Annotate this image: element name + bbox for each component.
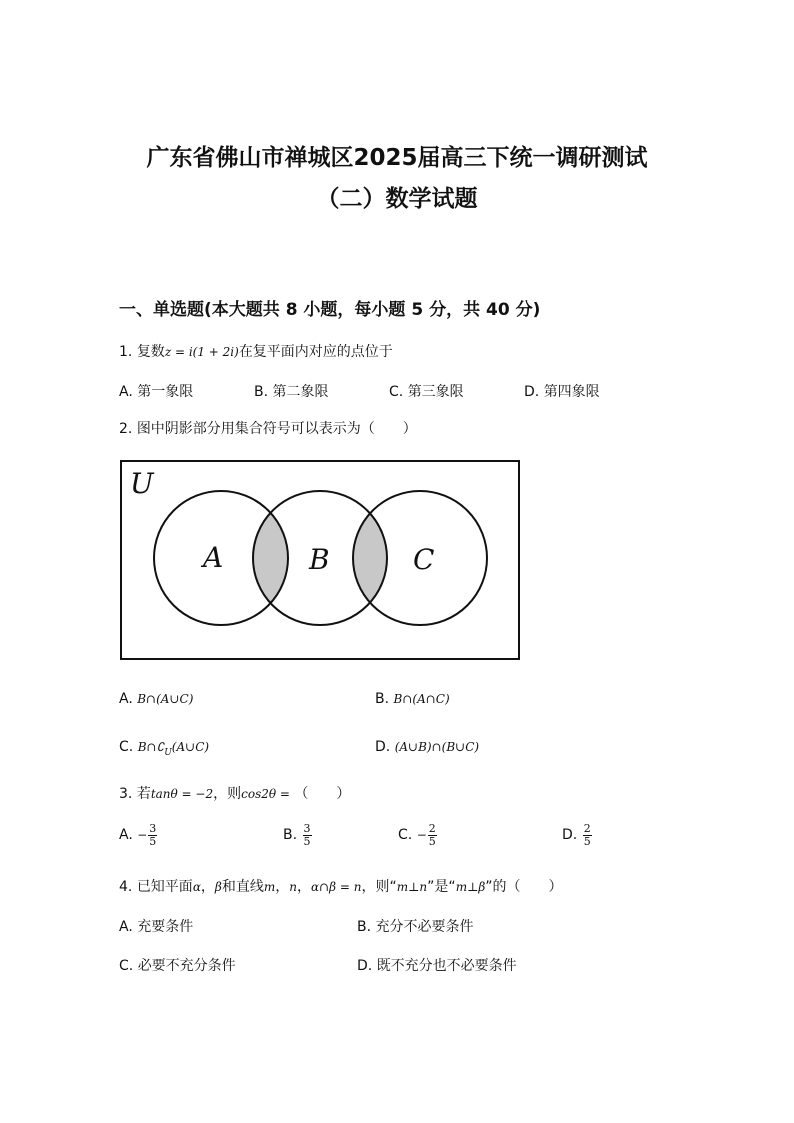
question-3 [119,785,350,803]
option-3B [283,822,312,848]
universe-label: U [130,467,154,500]
denominator: 5 [428,834,436,848]
formula: m [263,880,276,894]
option-formula: B∩(A∩C) [393,692,450,706]
question-text: 和直线 [221,879,264,895]
option-letter: A. [119,691,133,707]
option-formula: B∩(A∪C) [137,692,194,706]
formula: α [192,880,201,894]
option-letter: A. [119,827,133,843]
option-text: 既不充分也不必要条件 [376,958,517,974]
denominator: 5 [583,834,591,848]
complement-subscript: U [164,747,172,758]
question-number: 2. [119,421,133,437]
option-text: 必要不充分条件 [137,958,236,974]
denominator: 5 [303,834,311,848]
option-letter: D. [375,739,391,755]
question-text: ，则 [213,786,242,802]
question-4 [119,878,563,896]
numerator: 3 [149,821,157,835]
formula: α∩β = n [310,880,362,894]
formula: m⊥β [455,880,486,894]
question-2 [119,420,417,438]
option-letter: A. [119,919,133,935]
option-letter: A. [119,384,133,400]
option-formula: (A∪C) [171,740,210,754]
question-text: ”的（ ） [485,879,563,895]
minus-sign: − [416,828,427,842]
option-2D [375,738,479,756]
option-letter: B. [254,384,269,400]
option-1A [119,383,193,401]
option-letter: B. [375,691,390,707]
numerator: 3 [303,821,311,835]
option-letter: D. [357,958,373,974]
formula: n [289,880,297,894]
option-text: 第一象限 [137,384,194,400]
option-text: 第四象限 [543,384,600,400]
question-text: （ ） [294,786,351,802]
question-text: ”是“ [427,879,456,895]
set-c-label: C [413,543,435,576]
option-formula: B∩∁ [137,740,165,754]
question-text: ， [296,879,311,895]
question-text: ， [275,879,290,895]
set-a-label: A [203,541,224,574]
question-text: 复数 [136,344,165,360]
question-number: 1. [119,344,133,360]
section-heading: 一、单选题(本大题共 8 小题，每小题 5 分，共 40 分) [119,300,541,320]
numerator: 2 [428,821,436,835]
option-letter: C. [389,384,404,400]
option-letter: C. [119,958,134,974]
option-letter: C. [398,827,413,843]
venn-diagram [120,460,522,663]
option-3D [562,822,592,848]
option-4A [119,918,193,936]
minus-sign: − [137,828,148,842]
option-text: 充要条件 [137,919,194,935]
question-text: 已知平面 [136,879,193,895]
option-letter: D. [524,384,540,400]
fraction [583,823,592,848]
formula: tanθ = −2 [150,787,214,801]
fraction [428,823,437,848]
question-text: 图中阴影部分用集合符号可以表示为（ ） [136,421,417,437]
option-2A [119,690,193,708]
option-text: 第二象限 [272,384,329,400]
option-2C [119,738,209,762]
question-text: 若 [136,786,151,802]
option-text: 充分不必要条件 [375,919,474,935]
question-1 [119,343,393,361]
option-4B [357,918,474,936]
fraction [148,823,157,848]
option-1B [254,383,329,401]
question-text: ， [200,879,215,895]
option-letter: B. [357,919,372,935]
option-2B [375,690,450,708]
option-letter: D. [562,827,578,843]
option-3C [398,822,437,848]
formula: m⊥n [396,880,428,894]
set-b-label: B [309,543,330,576]
formula: cos2θ = [241,787,290,801]
denominator: 5 [149,834,157,848]
option-1D [524,383,600,401]
option-formula: (A∪B)∩(B∪C) [394,740,480,754]
option-1C [389,383,464,401]
option-letter: B. [283,827,298,843]
document-title-line-1: 广东省佛山市禅城区2025届高三下统一调研测试 [146,145,648,171]
option-text: 第三象限 [407,384,464,400]
fraction [303,823,312,848]
question-text: 在复平面内对应的点位于 [238,344,393,360]
option-4C [119,957,236,975]
formula: z = i(1 + 2i) [164,345,239,359]
document-title-line-2: （二）数学试题 [316,186,478,212]
option-3A [119,822,157,848]
formula: β [214,880,222,894]
question-number: 3. [119,786,133,802]
option-letter: C. [119,739,134,755]
numerator: 2 [583,821,591,835]
question-text: ，则“ [361,879,397,895]
option-4D [357,957,517,975]
question-number: 4. [119,879,133,895]
